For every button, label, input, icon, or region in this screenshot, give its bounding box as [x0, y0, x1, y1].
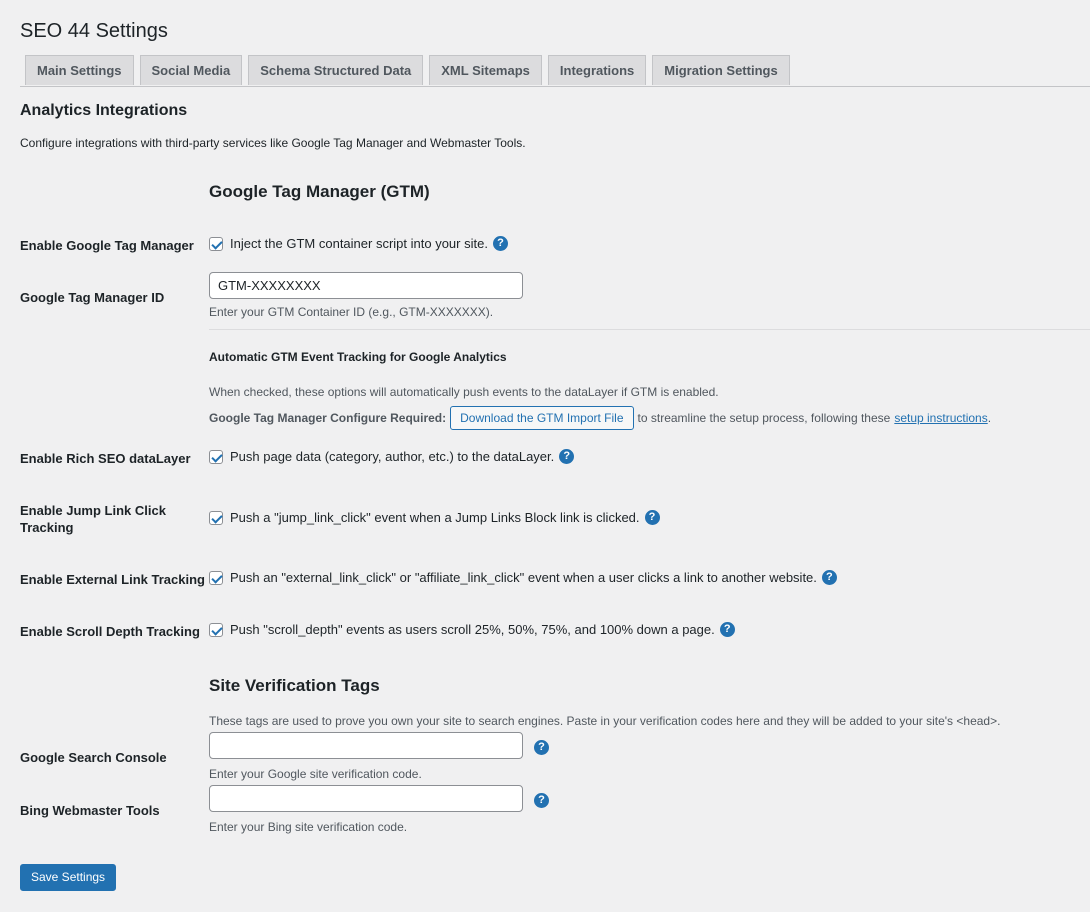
gtm-id-input[interactable]	[209, 272, 523, 299]
download-gtm-import-button[interactable]: Download the GTM Import File	[450, 406, 633, 430]
external-link-label: Enable External Link Tracking	[20, 572, 205, 587]
analytics-heading: Analytics Integrations	[20, 102, 188, 119]
settings-tabs	[25, 55, 790, 85]
question-circle-icon[interactable]: ?	[822, 570, 837, 585]
google-verification-hint: Enter your Google site verification code.	[209, 767, 422, 781]
enable-gtm-checkbox[interactable]	[209, 237, 223, 251]
jump-link-text: Push a "jump_link_click" event when a Jump Links Block link is clicked.	[230, 510, 640, 525]
enable-gtm-row	[209, 236, 508, 251]
config-required-label: Google Tag Manager Configure Required:	[209, 411, 447, 425]
tab-schema-structured-data[interactable]: Schema Structured Data	[248, 55, 423, 85]
verification-heading: Site Verification Tags	[209, 676, 380, 695]
tab-social-media[interactable]: Social Media	[140, 55, 243, 85]
bing-verification-input[interactable]	[209, 785, 523, 812]
question-circle-icon[interactable]: ?	[493, 236, 508, 251]
question-circle-icon[interactable]: ?	[534, 740, 549, 755]
rich-seo-text: Push page data (category, author, etc.) to the dataLayer.	[230, 449, 555, 464]
tab-main-settings[interactable]: Main Settings	[25, 55, 134, 85]
scroll-depth-checkbox[interactable]	[209, 623, 223, 637]
scroll-depth-text: Push "scroll_depth" events as users scroll 25%, 50%, 75%, and 100% down a page.	[230, 622, 715, 637]
question-circle-icon[interactable]: ?	[559, 449, 574, 464]
auto-tracking-description: When checked, these options will automatically push events to the dataLayer if GTM is enabled.	[209, 385, 719, 399]
setup-instructions-link[interactable]: setup instructions	[894, 411, 988, 425]
external-link-row	[209, 570, 837, 585]
tab-integrations[interactable]: Integrations	[548, 55, 646, 85]
bing-verification-hint: Enter your Bing site verification code.	[209, 820, 408, 834]
question-circle-icon[interactable]: ?	[720, 622, 735, 637]
save-settings-button[interactable]: Save Settings	[20, 864, 116, 891]
jump-link-row	[209, 510, 660, 525]
google-verification-input[interactable]	[209, 732, 523, 759]
rich-seo-checkbox[interactable]	[209, 450, 223, 464]
auto-tracking-heading: Automatic GTM Event Tracking for Google Analytics	[209, 350, 507, 364]
page-title: SEO 44 Settings	[20, 20, 168, 42]
gtm-id-hint: Enter your GTM Container ID (e.g., GTM-XXXXXXX).	[209, 305, 494, 319]
gtm-heading: Google Tag Manager (GTM)	[209, 182, 430, 201]
enable-gtm-label: Enable Google Tag Manager	[20, 238, 194, 253]
jump-link-label: Enable Jump Link Click Tracking	[20, 503, 166, 535]
question-circle-icon[interactable]: ?	[534, 793, 549, 808]
google-console-label: Google Search Console	[20, 750, 167, 765]
jump-link-checkbox[interactable]	[209, 511, 223, 525]
scroll-depth-label: Enable Scroll Depth Tracking	[20, 624, 200, 639]
section-divider	[209, 329, 1090, 330]
config-suffix-text: to streamline the setup process, following these	[637, 411, 891, 425]
rich-seo-row	[209, 449, 574, 464]
tab-migration-settings[interactable]: Migration Settings	[652, 55, 789, 85]
external-link-checkbox[interactable]	[209, 571, 223, 585]
analytics-description: Configure integrations with third-party services like Google Tag Manager and Webmaster Tools.	[20, 136, 526, 150]
scroll-depth-row	[209, 622, 735, 637]
enable-gtm-text: Inject the GTM container script into your site.	[230, 236, 488, 251]
rich-seo-label: Enable Rich SEO dataLayer	[20, 451, 191, 466]
config-period: .	[987, 411, 992, 425]
tab-xml-sitemaps[interactable]: XML Sitemaps	[429, 55, 542, 85]
tabs-divider	[20, 86, 1090, 87]
gtm-config-row	[209, 406, 991, 430]
gtm-id-label: Google Tag Manager ID	[20, 290, 165, 305]
bing-tools-label: Bing Webmaster Tools	[20, 803, 160, 818]
question-circle-icon[interactable]: ?	[645, 510, 660, 525]
external-link-text: Push an "external_link_click" or "affiliate_link_click" event when a user clicks a link to another website.	[230, 570, 817, 585]
verification-description: These tags are used to prove you own your site to search engines. Paste in your verification codes here and they will be added to your site's <head>.	[209, 714, 1001, 728]
